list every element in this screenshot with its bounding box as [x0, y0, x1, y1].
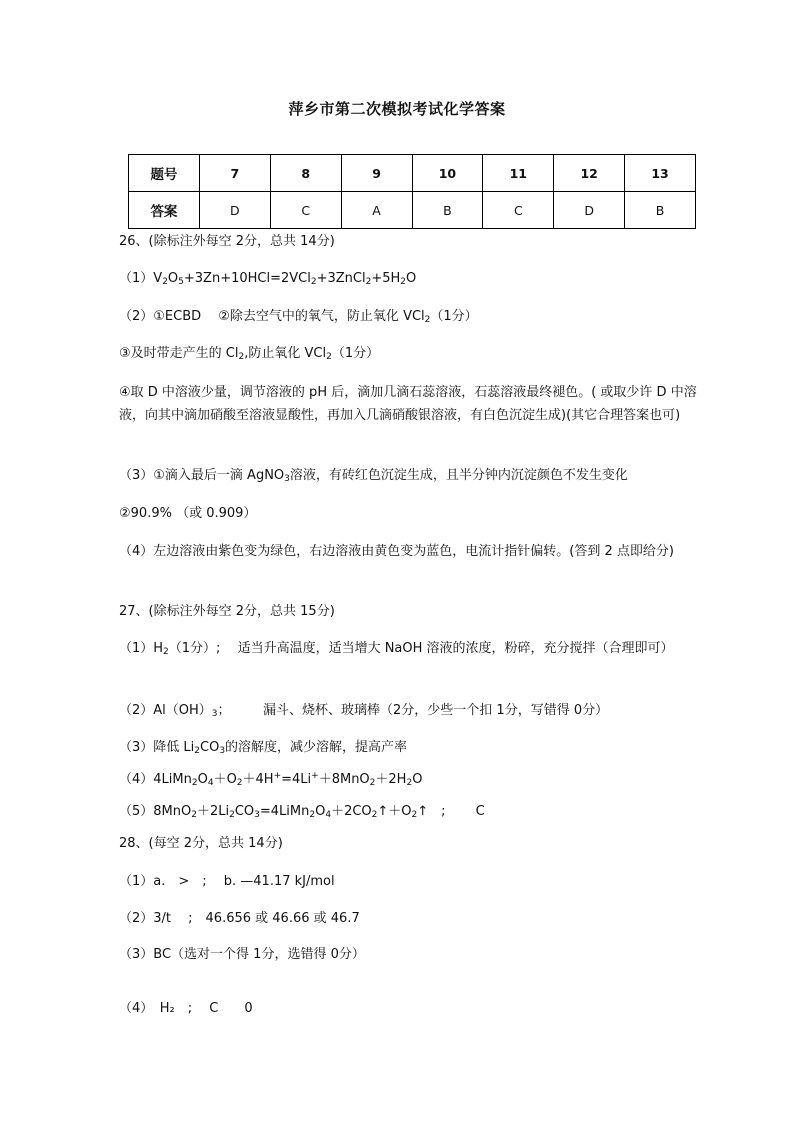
- subscript: 2: [310, 277, 317, 287]
- q27-line-2: [119, 702, 699, 720]
- table-cell: B: [412, 192, 483, 229]
- subscript: 2: [238, 352, 245, 362]
- q28-line-4: （4） H₂ ; C 0: [119, 1001, 253, 1016]
- subscript: 3: [211, 709, 218, 719]
- table-cell: 9: [341, 155, 412, 192]
- subscript: 3: [254, 810, 260, 820]
- table-header-question-number: 题号: [129, 155, 200, 192]
- text: ③及时带走产生的 Cl: [119, 346, 239, 361]
- table-cell: 7: [199, 155, 270, 192]
- subscript: 2: [191, 778, 198, 788]
- text: （1）: [119, 271, 154, 286]
- text: ↑ ; C: [417, 804, 485, 819]
- text: CO: [200, 740, 220, 755]
- text: =4LiMn: [259, 804, 310, 819]
- table-row-numbers: [129, 155, 696, 192]
- table-cell: C: [483, 192, 554, 229]
- text: =4Li: [281, 772, 312, 787]
- text: +3Zn+10HCl=2VCl: [183, 271, 311, 286]
- subscript: 2: [229, 810, 235, 820]
- q27-line-4: [119, 771, 699, 789]
- table-cell: A: [341, 192, 412, 229]
- subscript: 3: [284, 474, 290, 484]
- q28-line-3: （3）BC（选对一个得 1分，选错得 0分）: [119, 947, 365, 962]
- table-cell: 8: [270, 155, 341, 192]
- q26-line-3: [119, 345, 699, 363]
- subscript: 2: [406, 778, 413, 788]
- text: （1分）: [331, 346, 380, 361]
- text: ＋8MnO: [318, 772, 370, 787]
- subscript: 2: [191, 810, 197, 820]
- text: （1分）: [430, 309, 478, 324]
- text: ＋2H: [375, 772, 407, 787]
- text: （4）4LiMn: [119, 772, 192, 787]
- text: ,防止氧化 VCl: [244, 346, 327, 361]
- subscript: 2: [411, 810, 418, 820]
- text: ； 漏斗、烧杯、玻璃棒（2分，少些一个扣 1分，写错得 0分）: [217, 703, 609, 718]
- q28-header: 28、(每空 2分，总共 14分): [119, 836, 283, 851]
- text: （3）①滴入最后一滴 AgNO: [119, 468, 285, 483]
- text: ↑＋O: [377, 804, 412, 819]
- text: V: [153, 271, 163, 286]
- text: （2）Al（OH）: [119, 703, 212, 718]
- subscript: 5: [178, 277, 184, 287]
- text: ＋2Li: [196, 804, 230, 819]
- subscript: 2: [400, 277, 406, 287]
- table-row-answers: [129, 192, 696, 229]
- subscript: 2: [326, 352, 332, 362]
- text: O: [406, 271, 417, 286]
- table-header-answer: 答案: [129, 192, 200, 229]
- q27-line-5: [119, 803, 699, 821]
- text: O: [412, 772, 423, 787]
- q26-header: 26、(除标注外每空 2分，总共 14分): [119, 234, 335, 249]
- text: ＋O: [213, 772, 237, 787]
- table-cell: B: [625, 192, 696, 229]
- text: ＋4H: [242, 772, 274, 787]
- text: O: [315, 804, 326, 819]
- text: +3ZnCl: [316, 271, 366, 286]
- q27-line-1: [119, 637, 699, 660]
- subscript: 2: [162, 277, 168, 287]
- answer-table: [128, 154, 696, 229]
- table-cell: 13: [625, 155, 696, 192]
- q28-line-1: （1）a. > ; b. —41.17 kJ/mol: [119, 874, 335, 889]
- text: （2）①ECBD ②除去空气中的氧气，防止氧化 VCl: [119, 309, 425, 324]
- subscript: 2: [424, 315, 431, 325]
- superscript: +: [273, 771, 282, 781]
- table-cell: 10: [412, 155, 483, 192]
- subscript: 2: [371, 810, 378, 820]
- table-cell: C: [270, 192, 341, 229]
- table-cell: D: [554, 192, 625, 229]
- superscript: +: [311, 771, 319, 781]
- table-cell: 12: [554, 155, 625, 192]
- subscript: 2: [194, 746, 200, 756]
- subscript: 2: [163, 647, 169, 657]
- q26-line-4: ④取 D 中溶液少量，调节溶液的 pH 后，滴加几滴石蕊溶液，石蕊溶液最终褪色。( 或取少许 D 中溶液，向其中滴加硝酸至溶液显酸性，再加入几滴硝酸银溶液，有白色沉淀生成)(其它合理答案也可): [119, 385, 697, 423]
- q26-line-5: [119, 467, 699, 485]
- q27-header: 27、(除标注外每空 2分，总共 15分): [119, 604, 335, 619]
- subscript: 2: [365, 277, 372, 287]
- table-cell: 11: [483, 155, 554, 192]
- text: +5H: [371, 271, 401, 286]
- subscript: 2: [309, 810, 316, 820]
- page-title: 萍乡市第二次模拟考试化学答案: [288, 100, 506, 118]
- text: 溶液，有砖红色沉淀生成，且半分钟内沉淀颜色不发生变化: [289, 468, 628, 483]
- text: （3）降低 Li: [119, 740, 195, 755]
- text: 的溶解度，减少溶解，提高产率: [225, 740, 408, 755]
- q26-line-2: [119, 308, 699, 326]
- text: CO: [234, 804, 255, 819]
- subscript: 2: [236, 778, 243, 788]
- text: （1分）; 适当升高温度，适当增大 NaOH 溶液的浓度，粉碎，充分搅拌（合理即可）: [168, 641, 674, 656]
- q26-line-7: （4）左边溶液由紫色变为绿色，右边溶液由黄色变为蓝色，电流计指针偏转。(答到 2 点即给分): [119, 544, 674, 559]
- table-cell: D: [199, 192, 270, 229]
- text: （5）8MnO: [119, 804, 192, 819]
- text: （1）H: [119, 641, 164, 656]
- subscript: 2: [369, 778, 376, 788]
- text: ＋2CO: [331, 804, 372, 819]
- subscript: 4: [325, 810, 332, 820]
- q28-line-2: （2）3/t ; 46.656 或 46.66 或 46.7: [119, 911, 360, 926]
- q27-line-3: [119, 739, 699, 757]
- text: O: [167, 271, 179, 286]
- subscript: 4: [207, 778, 214, 788]
- q26-line-6: ②90.9% （或 0.909）: [119, 506, 257, 521]
- text: O: [197, 772, 208, 787]
- q26-line-1: [119, 270, 699, 288]
- subscript: 3: [219, 746, 226, 756]
